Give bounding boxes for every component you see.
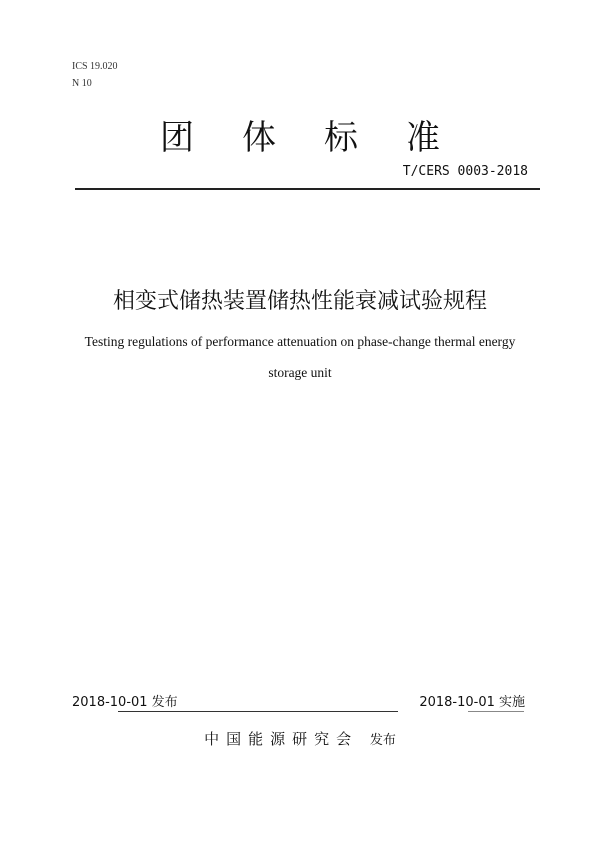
doc-type-char: 标 (324, 118, 358, 158)
english-title-line-2: storage unit (268, 365, 332, 380)
doc-type-char: 团 (160, 118, 194, 158)
implement-date: 2018-10-01 实施 (419, 695, 525, 710)
document-type-title (0, 110, 600, 159)
issuer (0, 728, 600, 749)
standard-code: T/CERS 0003-2018 (402, 164, 528, 179)
doc-type-char: 准 (406, 118, 440, 158)
header-divider (75, 188, 540, 190)
english-title-line-1: Testing regulations of performance attenuation on phase-change thermal energy (84, 334, 516, 349)
date-divider (118, 711, 398, 712)
issuer-name: 中国能源研究会 (204, 730, 359, 748)
implement-divider (468, 711, 524, 712)
publish-date: 2018-10-01 发布 (72, 695, 178, 710)
issuer-suffix: 发布 (369, 733, 396, 748)
ics-code: ICS 19.020 (72, 61, 118, 72)
chinese-title: 相变式储热装置储热性能衰减试验规程 (112, 289, 487, 314)
ccs-code: N 10 (72, 78, 92, 89)
doc-type-char: 体 (242, 118, 276, 158)
